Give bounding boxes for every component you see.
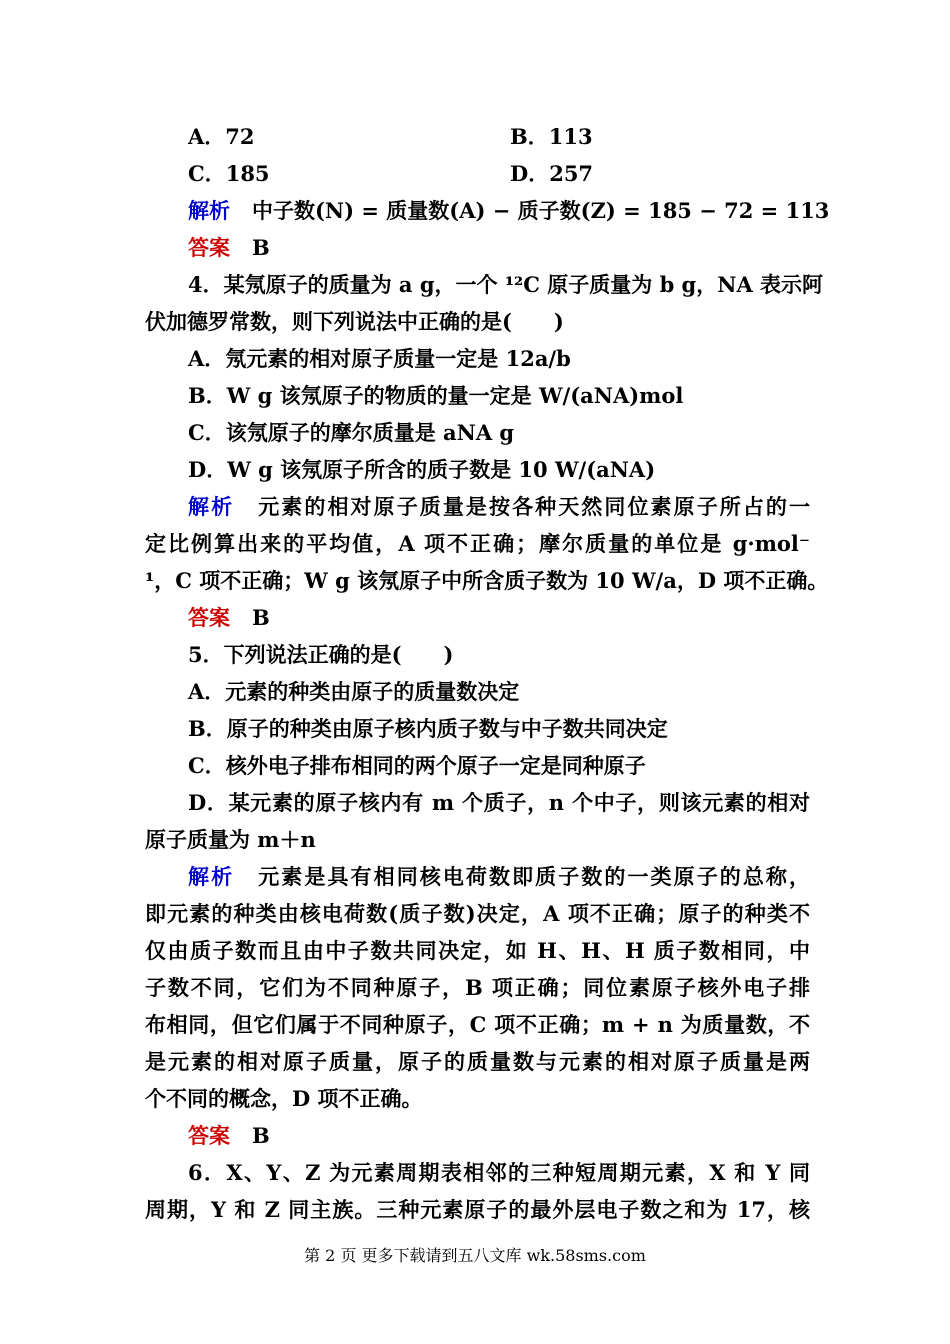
answer-label: 答案 [188, 605, 230, 630]
q5-analysis-line-6: 是元素的相对原子质量，原子的质量数与元素的相对原子质量是两 [145, 1049, 810, 1074]
q5-answer-value: B [252, 1123, 270, 1148]
q3-analysis-text: 中子数(N) = 质量数(A) − 质子数(Z) = 185 − 72 = 113 [252, 198, 830, 223]
q5-analysis-line-3: 仅由质子数而且由中子数共同决定，如 H、H、H 质子数相同，中 [145, 938, 810, 963]
q4-analysis-line-1 [188, 492, 810, 522]
q5-analysis-line-7: 个不同的概念，D 项不正确。 [145, 1086, 423, 1111]
q3-answer-value: B [252, 235, 270, 260]
q5-stem: 5．下列说法正确的是( ) [188, 642, 454, 667]
q5-option-a: A．元素的种类由原子的质量数决定 [188, 679, 520, 704]
q3-options-row-2 [188, 159, 810, 189]
q3-option-b: B．113 [510, 124, 593, 149]
q4-option-b: B．W g 该氖原子的物质的量一定是 W/(aNA)mol [188, 383, 684, 408]
q5-analysis-text-1: 元素是具有相同核电荷数即质子数的一类原子的总称， [256, 864, 811, 889]
q6-stem-line-1: 6．X、Y、Z 为元素周期表相邻的三种短周期元素，X 和 Y 同 [188, 1160, 810, 1185]
q5-analysis-line-5: 布相同，但它们属于不同种原子，C 项不正确；m + n 为质量数，不 [145, 1012, 810, 1037]
q4-answer [188, 603, 810, 633]
q3-analysis [188, 196, 830, 226]
q4-answer-value: B [252, 605, 270, 630]
q3-option-d: D．257 [510, 161, 594, 186]
q4-analysis-line-3: ¹，C 项不正确；W g 该氖原子中所含质子数为 10 W/a，D 项不正确。 [145, 568, 829, 593]
q5-answer [188, 1121, 810, 1151]
q3-option-c: C．185 [188, 161, 270, 186]
page-footer: 第 2 页 更多下载请到五八文库 wk.58sms.com [304, 1246, 646, 1265]
q5-analysis-line-2: 即元素的种类由核电荷数(质子数)决定，A 项不正确；原子的种类不 [145, 901, 810, 926]
q6-stem-line-2: 周期，Y 和 Z 同主族。三种元素原子的最外层电子数之和为 17，核 [145, 1197, 810, 1222]
analysis-label: 解析 [188, 864, 235, 889]
q5-option-d-line-1: D．某元素的原子核内有 m 个质子，n 个中子，则该元素的相对 [188, 790, 810, 815]
analysis-label: 解析 [188, 494, 235, 519]
q4-stem-line-1: 4．某氖原子的质量为 a g，一个 ¹²C 原子质量为 b g，NA 表示阿 [188, 272, 824, 297]
q5-option-d-line-2: 原子质量为 m＋n [145, 827, 316, 852]
q4-option-d: D．W g 该氖原子所含的质子数是 10 W/(aNA) [188, 457, 656, 482]
q5-analysis-line-4: 子数不同，它们为不同种原子，B 项正确；同位素原子核外电子排 [145, 975, 810, 1000]
answer-label: 答案 [188, 1123, 230, 1148]
analysis-label: 解析 [188, 198, 230, 223]
q3-option-a: A．72 [188, 124, 255, 149]
q5-option-b: B．原子的种类由原子核内质子数与中子数共同决定 [188, 716, 668, 741]
q3-answer [188, 233, 810, 263]
q4-stem-line-2: 伏加德罗常数，则下列说法中正确的是( ) [145, 309, 564, 334]
q4-analysis-text-1: 元素的相对原子质量是按各种天然同位素原子所占的一 [256, 494, 811, 519]
q5-option-c: C．核外电子排布相同的两个原子一定是同种原子 [188, 753, 646, 778]
answer-label: 答案 [188, 235, 230, 260]
q4-option-a: A．氖元素的相对原子质量一定是 12a/b [188, 346, 571, 371]
q3-options-row-1 [188, 122, 810, 152]
q5-analysis-line-1 [188, 862, 810, 892]
q4-analysis-line-2: 定比例算出来的平均值，A 项不正确；摩尔质量的单位是 g·mol⁻ [145, 531, 810, 556]
q4-option-c: C．该氖原子的摩尔质量是 aNA g [188, 420, 515, 445]
